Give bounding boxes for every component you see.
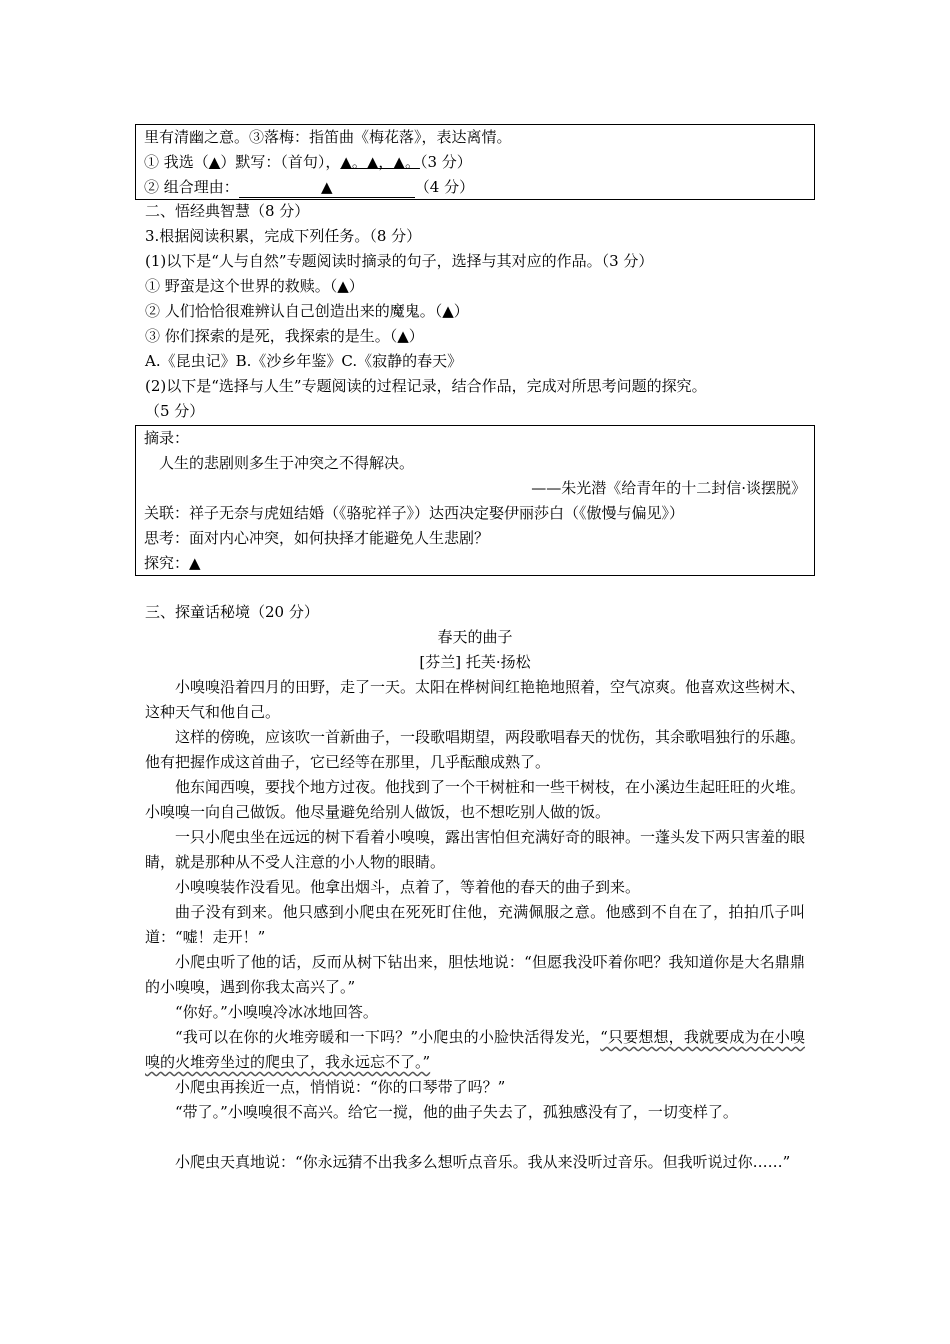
excerpt-quote: 人生的悲剧则多生于冲突之不得解决。 xyxy=(159,454,415,472)
story-paragraph: 他东闻西嗅，要找个地方过夜。他找到了一个干树桩和一些干树枝，在小溪边生起旺旺的火堆。小嗅嗅一向自己做饭。他尽量避免给别人做饭，也不想吃别人做的饭。 xyxy=(145,778,806,821)
story-paragraph: 小爬虫再挨近一点，悄悄说：“你的口琴带了吗？” xyxy=(175,1078,506,1096)
answer-blank: ▲。▲，▲。 xyxy=(340,153,420,171)
answer-blank: ▲ xyxy=(239,177,415,198)
quote-item: ① 野蛮是这个世界的救赎。（▲） xyxy=(145,277,364,295)
link-line: 关联：祥子无奈与虎妞结婚（《骆驼祥子》）达西决定娶伊丽莎白（《傲慢与偏见》） xyxy=(144,504,685,522)
answer-line-2: ② 组合理由： ▲ （4 分） xyxy=(144,178,475,196)
story-paragraph: 这样的傍晚，应该吹一首新曲子，一段歌唱期望，两段歌唱春天的忧伤，其余歌唱独行的乐趣。他有把握作成这首曲子，它已经等在那里，几乎酝酿成熟了。 xyxy=(145,728,806,771)
question-3-1: (1)以下是“人与自然”专题阅读时摘录的句子，选择与其对应的作品。（3 分） xyxy=(145,252,654,270)
excerpt-label: 摘录： xyxy=(144,429,190,447)
quote-item: ② 人们恰恰很难辨认自己创造出来的魔鬼。（▲） xyxy=(145,302,469,320)
story-paragraph: “你好。”小嗅嗅冷冰冰地回答。 xyxy=(175,1003,378,1021)
section-heading: 二、悟经典智慧（8 分） xyxy=(145,202,310,220)
story-paragraph: 曲子没有到来。他只感到小爬虫在死死盯住他，充满佩服之意。他感到不自在了，拍拍爪子叫道：“嘘！走开！” xyxy=(145,903,805,946)
story-author: [芬兰] 托芙·扬松 xyxy=(419,653,531,671)
story-paragraph: “我可以在你的火堆旁暖和一下吗？”小爬虫的小脸快活得发光，“只要想想，我就要成为在小嗅嗅的火堆旁坐过的爬虫了，我永远忘不了。” xyxy=(145,1028,806,1071)
poem-answer-box xyxy=(135,124,815,200)
story-title: 春天的曲子 xyxy=(437,628,513,646)
answer-options: A.《昆虫记》B.《沙乡年鉴》C.《寂静的春天》 xyxy=(145,352,463,370)
story-paragraph: “带了。”小嗅嗅很不高兴。给它一搅，他的曲子失去了，孤独感没有了，一切变样了。 xyxy=(175,1103,738,1121)
story-paragraph: 小嗅嗅沿着四月的田野，走了一天。太阳在桦树间红艳艳地照着，空气凉爽。他喜欢这些树木、这种天气和他自己。 xyxy=(145,678,806,721)
think-line: 思考：面对内心冲突，如何抉择才能避免人生悲剧？ xyxy=(144,529,490,547)
quote-item: ③ 你们探索的是死，我探索的是生。（▲） xyxy=(145,327,424,345)
question-3-2: (2)以下是“选择与人生”专题阅读的过程记录，结合作品，完成对所思考问题的探究。 xyxy=(145,377,707,395)
story-paragraph: 小爬虫听了他的话，反而从树下钻出来，胆怯地说：“但愿我没吓着你吧？我知道你是大名鼎鼎的小嗅嗅，遇到你我太高兴了。” xyxy=(145,953,805,996)
answer-blank: ▲ xyxy=(208,153,221,171)
section-heading: 三、探童话秘境（20 分） xyxy=(145,603,319,621)
explore-line: 探究：▲ xyxy=(144,554,201,572)
reading-record-box xyxy=(135,425,815,576)
story-paragraph: 小爬虫天真地说：“你永远猜不出我多么想听点音乐。我从来没听过音乐。但我听说过你……” xyxy=(175,1153,791,1171)
story-paragraph: 小嗅嗅装作没看见。他拿出烟斗，点着了，等着他的春天的曲子到来。 xyxy=(175,878,641,896)
question-3: 3.根据阅读积累，完成下列任务。（8 分） xyxy=(145,227,422,245)
excerpt-source: ——朱光潜《给青年的十二封信·谈摆脱》 xyxy=(531,479,806,497)
answer-line-1: ① 我选（▲）默写：（首句），▲。▲，▲。（3 分） xyxy=(144,153,472,171)
note-line: 里有清幽之意。③落梅：指笛曲《梅花落》，表达离情。 xyxy=(144,128,512,146)
story-paragraph: 一只小爬虫坐在远远的树下看着小嗅嗅，露出害怕但充满好奇的眼神。一蓬头发下两只害羞的眼睛，就是那种从不受人注意的小人物的眼睛。 xyxy=(145,828,806,871)
wavy-underlined-sentence: “只要想想，我就要成为在小嗅嗅的火堆旁坐过的爬虫了，我永远忘不了。” xyxy=(145,1028,806,1071)
question-3-2-score: （5 分） xyxy=(145,402,205,420)
